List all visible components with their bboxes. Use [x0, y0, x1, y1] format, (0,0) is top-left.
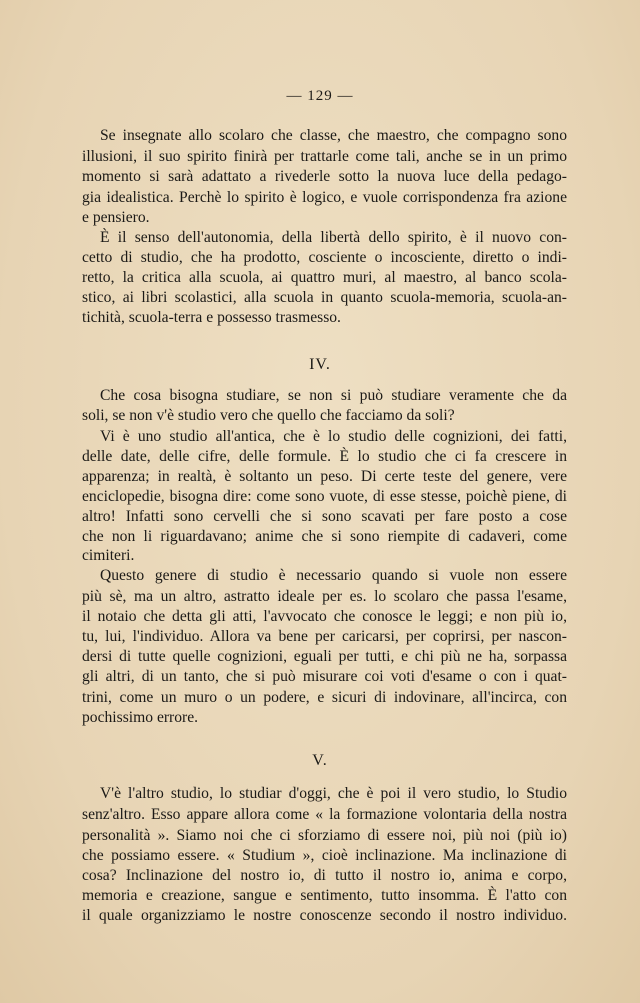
text-line: tichità, scuola-terra e possesso trasmesso. [82, 309, 341, 326]
text-line: momento si sarà adattato a rivederle sotto la nuova luce della pedago- [82, 168, 567, 185]
text-line: cosa? Inclinazione del nostro io, di tutto il nostro io, anima e corpo, [82, 867, 567, 884]
text-line: il notaio che detta gli atti, l'avvocato che conosce le leggi; e non più io, [82, 608, 567, 625]
text-line: pochissimo errore. [82, 709, 199, 726]
text-line: V'è l'altro studio, lo studiar d'oggi, che è poi il vero studio, lo Studio [100, 785, 567, 802]
text-line: enciclopedie, bisogna dire: come sono vuote, di esse stesse, poichè piene, di [82, 488, 567, 505]
text-line: più sè, ma un altro, astratto ideale per es. lo scolaro che passa l'esame, [82, 588, 567, 605]
text-line: trini, come un muro o un podere, e sicuri di indovinare, all'incirca, con [82, 689, 567, 706]
text-line: gli altri, di un tanto, che si può misurare coi voti d'esame o con i quat- [82, 668, 567, 685]
text-line: cetto di studio, che ha prodotto, cosciente o incosciente, diretto o indi- [82, 249, 567, 266]
text-line: apparenza; in realtà, è soltanto un peso. Di certe teste del genere, vere [82, 468, 567, 485]
text-line: memoria e creazione, sangue e sentimento, tutto insomma. È l'atto con [82, 887, 567, 904]
text-line: illusioni, il suo spirito finirà per trattarle come tali, anche se in un primo [82, 148, 567, 165]
section-heading-v: V. [312, 752, 328, 769]
text-line: personalità ». Siamo noi che ci sforziamo di essere noi, più noi (più io) [82, 827, 567, 844]
text-line: Se insegnate allo scolaro che classe, che maestro, che compagno sono [100, 127, 567, 144]
text-line: È il senso dell'autonomia, della libertà dello spirito, è il nuovo con- [100, 229, 567, 246]
text-line: Che cosa bisogna studiare, se non si può studiare veramente che da [100, 387, 567, 404]
text-line: senz'altro. Esso appare allora come « la formazione volontaria della nostra [82, 806, 567, 823]
text-line: che possiamo essere. « Studium », cioè inclinazione. Ma inclinazione di [82, 847, 567, 864]
text-line: dersi di tutte quelle cognizioni, eguali per tutti, e chi più ne ha, sorpassa [82, 648, 567, 665]
text-line: cimiteri. [82, 547, 135, 564]
text-line: che non li riguardavano; anime che si sono riempite di cadaveri, come [82, 528, 567, 545]
text-line: gia idealistica. Perchè lo spirito è logico, e vuole corrispondenza fra azione [82, 189, 567, 206]
text-line: Questo genere di studio è necessario quando si vuole non essere [100, 567, 567, 584]
text-line: retto, la critica alla scuola, ai quattro muri, al maestro, al banco scola- [82, 269, 567, 286]
section-heading-iv: IV. [309, 356, 331, 373]
text-line: e pensiero. [82, 209, 150, 226]
text-line: soli, se non v'è studio vero che quello che facciamo da soli? [82, 407, 455, 424]
text-line: tu, lui, l'individuo. Allora va bene per caricarsi, per coprirsi, per nascon- [82, 628, 567, 645]
text-line: Vi è uno studio all'antica, che è lo studio delle cognizioni, dei fatti, [100, 428, 567, 445]
text-line: altro! Infatti sono cervelli che si sono scavati per fare posto a cose [82, 508, 567, 525]
text-line: stico, ai libri scolastici, alla scuola in quanto scuola-memoria, scuola-an- [82, 289, 567, 306]
page-number: — 129 — [286, 88, 354, 104]
text-line: il quale organizziamo le nostre conoscenze secondo il nostro individuo. [82, 907, 567, 924]
text-line: delle date, delle cifre, delle formule. È lo studio che ci fa crescere in [82, 448, 567, 465]
